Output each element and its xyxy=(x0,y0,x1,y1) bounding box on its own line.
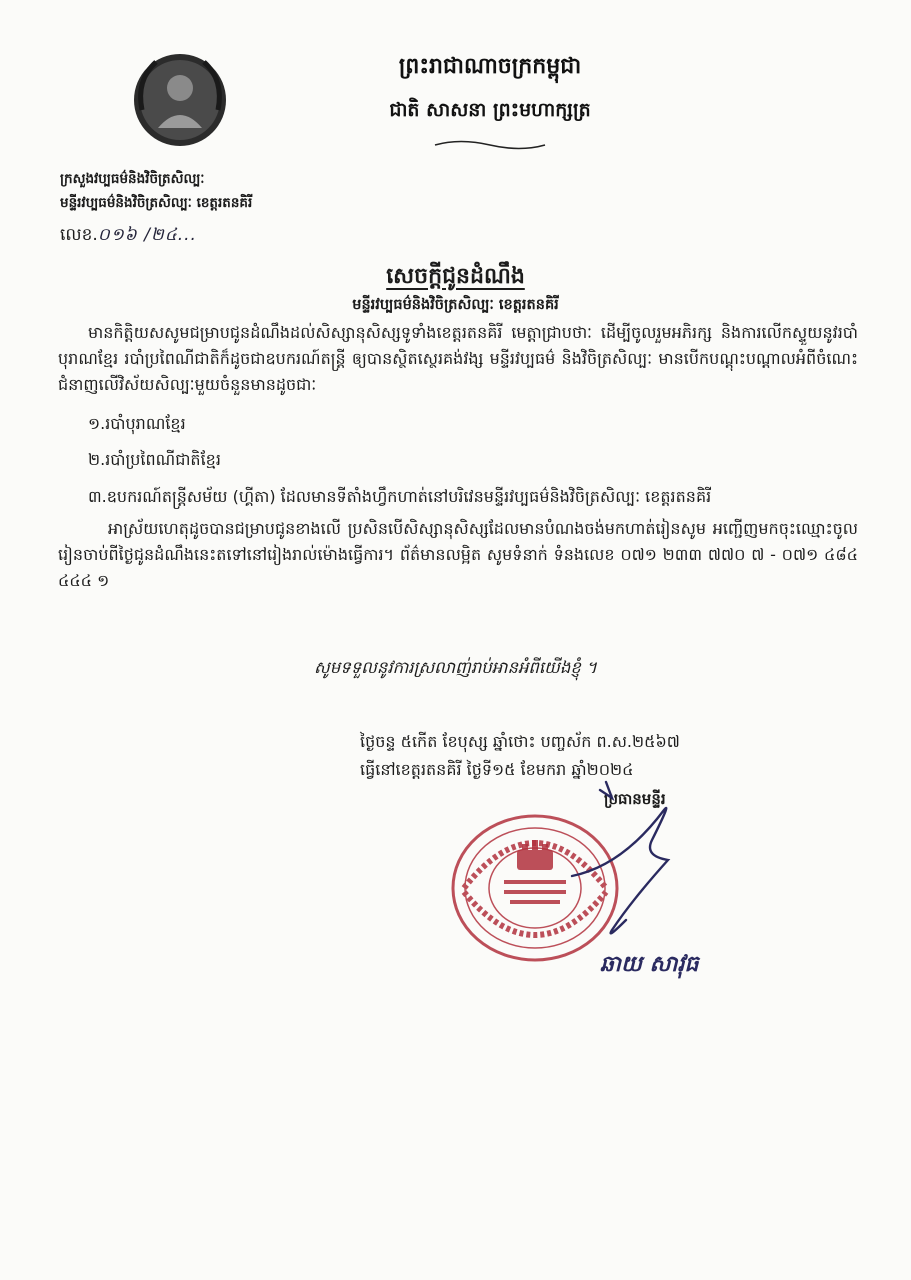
reference-value: ០១៦ /២៤... xyxy=(97,225,197,245)
list-item: ១.របាំបុរាណខ្មែរ xyxy=(88,414,186,433)
list-item: ៣.ឧបករណ៍តន្ត្រីសម័យ (ហ្គីតា) ដែលមានទីតាំងហ្វឹកហាត់នៅបរិវេនមន្ទីរវប្បធម៌និងវិចិត្រសិល្បៈ ខេត្តរតនគិរី xyxy=(88,487,712,506)
lunar-date: ថ្ងៃចន្ទ ៥កើត ខែបុស្ស ឆ្នាំថោះ បញ្ចស័ក ព.ស.២៥៦៧ xyxy=(360,732,680,751)
notice-title-text: សេចក្តីជូនដំណឹង xyxy=(386,264,525,289)
notice-title xyxy=(0,262,911,294)
closing-remark: សូមទទួលនូវការស្រលាញ់រាប់អានអំពីយើងខ្ញុំ ។ xyxy=(314,658,597,677)
reference-prefix: លេខ. xyxy=(60,225,98,245)
notice-body xyxy=(58,320,858,594)
signer-name: ឆាយ សាវុធ xyxy=(600,951,699,977)
notice-subtitle: មន្ទីរវប្បធម៌និងវិចិត្រសិល្បៈ ខេត្តរតនគិរី xyxy=(352,296,559,313)
department-name: មន្ទីរវប្បធម៌និងវិចិត្រសិល្បៈ ខេត្តរតនគិរី xyxy=(60,195,253,211)
signer-title: ប្រធានមន្ទីរ xyxy=(604,790,666,808)
intro-paragraph: មានកិត្តិយសសូមជម្រាបជូនដំណឹងដល់សិស្សានុសិស្សទូទាំងខេត្តរតនគិរី មេត្តាជ្រាបថាៈ ដើម្បីចូលរួមអភិរក្ស និងការលើកស្ទួយនូវរបាំបុរាណខ្មែរ របាំប្រពៃណីជាតិក៏ដូចជាឧបករណ៍តន្ត្រី ឲ្យបានស្ថិតស្ថេរគង់វង្ស មន្ទីរវប្បធម៌ និងវិចិត្រសិល្បៈ មានបើកបណ្តុះបណ្តាលអំពីចំណេះជំនាញលើវិស័យសិល្បៈមួយចំនួនមានដូចជាៈ xyxy=(58,323,858,394)
reference-number xyxy=(60,224,197,249)
ministry-name: ក្រសួងវប្បធម៌និងវិចិត្រសិល្បៈ xyxy=(60,171,205,187)
national-motto: ជាតិ សាសនា ព្រះមហាក្សត្រ xyxy=(389,99,591,121)
date-block xyxy=(360,728,680,784)
kingdom-heading: ព្រះរាជាណាចក្រកម្ពុជា xyxy=(398,53,582,79)
list-item: ២.របាំប្រពៃណីជាតិខ្មែរ xyxy=(88,450,221,469)
ministry-emblem xyxy=(130,50,230,150)
solar-date: ធ្វើនៅខេត្តរតនគិរី ថ្ងៃទី១៥ ខែមករា ឆ្នាំ២០២៤ xyxy=(360,760,634,779)
heading-ornament xyxy=(430,140,550,150)
details-paragraph: អាស្រ័យហេតុដូចបានជម្រាបជូនខាងលើ ប្រសិនបើសិស្សានុសិស្សដែលមានបំណងចង់មកហាត់រៀនសូម អញ្ជើញមកចុះឈ្មោះចូលរៀនចាប់ពីថ្ងៃជូនដំណឹងនេះតទៅនៅរៀងរាល់ម៉ោងធ្វើការ។ ព័ត៌មានលម្អិត សូមទំនាក់ ទំនងលេខ ០៧១ ២៣៣ ៧៧០ ៧ - ០៧១ ៤៨៤ ៤៤៤ ១ xyxy=(58,519,858,590)
